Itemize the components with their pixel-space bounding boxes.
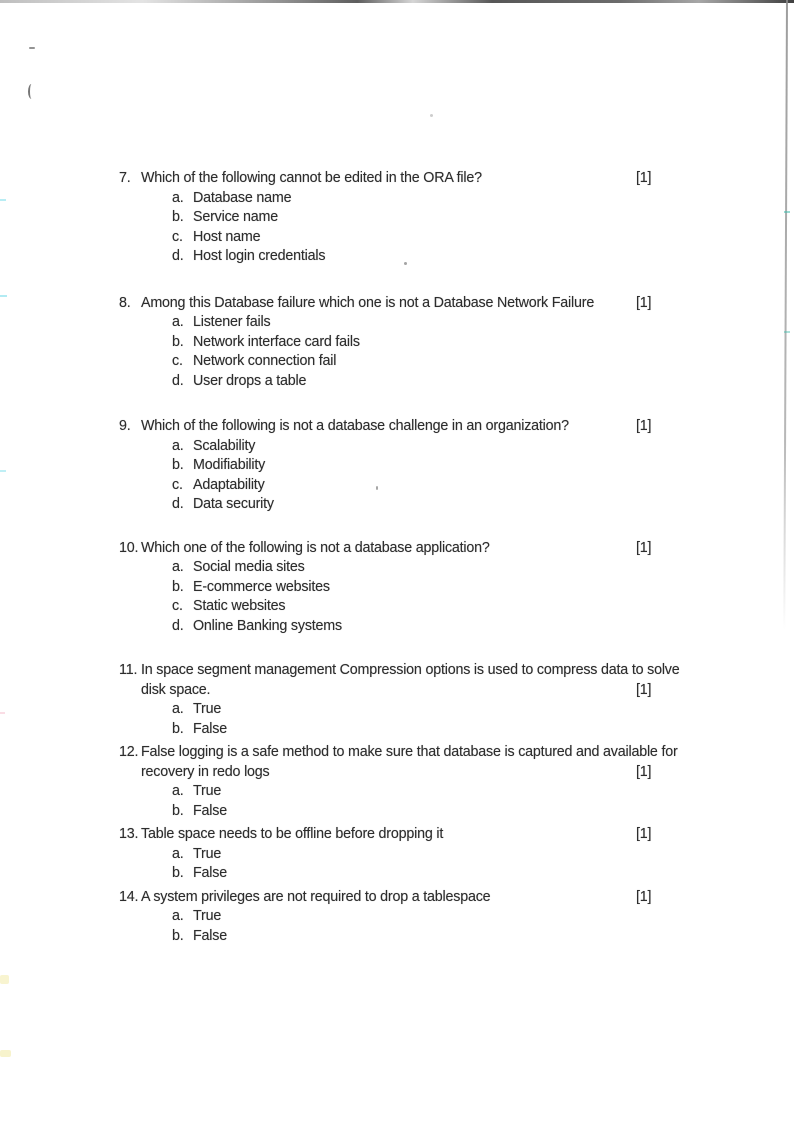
option-text: Static websites: [193, 598, 286, 614]
answer-option: [119, 352, 729, 372]
option-letter: d.: [172, 496, 184, 512]
scan-artifact-teal-tick: [784, 211, 790, 213]
question-text-line: In space segment management Compression options is used to compress data to solve: [141, 662, 680, 678]
question-text-line: disk space.: [141, 681, 211, 698]
question-text-line: False logging is a safe method to make sure that database is captured and available for: [141, 744, 678, 760]
option-letter: b.: [172, 865, 184, 881]
question-number: 8.: [119, 294, 131, 311]
option-text: User drops a table: [193, 372, 307, 389]
option-letter: a.: [172, 559, 184, 575]
option-letter: b.: [172, 927, 184, 944]
answer-option: [119, 845, 729, 865]
option-text: True: [193, 908, 222, 924]
option-text: Database name: [193, 189, 292, 206]
option-letter: a.: [172, 437, 184, 454]
option-letter: c.: [172, 476, 183, 493]
question-block: [119, 825, 729, 884]
option-letter: a.: [172, 189, 184, 206]
option-text: False: [193, 865, 227, 881]
answer-option: [119, 597, 729, 617]
question-text-line: A system privileges are not required to drop a tablespace: [141, 888, 491, 905]
option-text: Modifiability: [193, 457, 266, 473]
questions-list: [119, 169, 729, 946]
option-text: False: [193, 720, 227, 737]
option-letter: b.: [172, 457, 184, 473]
scan-artifact-speck: [430, 114, 433, 117]
question-text-line: recovery in redo logs: [141, 763, 270, 780]
answer-option: [119, 247, 729, 267]
marks-badge: [1]: [636, 888, 652, 905]
option-letter: b.: [172, 578, 184, 595]
scan-artifact-pen-dash: [29, 47, 35, 49]
answer-option: [119, 333, 729, 353]
option-letter: b.: [172, 720, 184, 737]
option-text: False: [193, 927, 227, 944]
option-letter: d.: [172, 248, 184, 264]
option-letter: c.: [172, 598, 183, 614]
answer-option: [119, 189, 729, 209]
question-text-line: Which of the following is not a database challenge in an organization?: [141, 418, 569, 434]
scan-artifact-page-edge-line: [783, 0, 788, 630]
marks-badge: [1]: [636, 170, 652, 186]
scan-artifact-teal-tick: [784, 331, 790, 333]
question-number: 7.: [119, 170, 131, 186]
option-letter: d.: [172, 372, 184, 389]
answer-option: [119, 907, 729, 927]
scan-artifact-highlighter-mark: [0, 975, 9, 984]
option-text: Adaptability: [193, 476, 265, 493]
question-number: 11.: [119, 662, 138, 678]
scan-artifact-edge-mark: [0, 712, 5, 714]
option-letter: a.: [172, 845, 184, 862]
option-text: Service name: [193, 209, 279, 225]
answer-option: [119, 313, 729, 333]
question-block: [119, 743, 729, 821]
option-text: Host name: [193, 228, 261, 245]
option-text: Network interface card fails: [193, 333, 360, 350]
option-text: Online Banking systems: [193, 617, 342, 634]
question-text-line: Which one of the following is not a database application?: [141, 539, 490, 556]
question-number: 13.: [119, 826, 139, 842]
scan-artifact-edge-mark: [0, 470, 6, 472]
question-block: [119, 539, 729, 637]
marks-badge: [1]: [636, 763, 652, 780]
scan-artifact-paren-mark: [28, 84, 35, 99]
option-letter: b.: [172, 802, 184, 819]
option-text: Network connection fail: [193, 353, 337, 369]
question-text-line: Which of the following cannot be edited in the ORA file?: [141, 170, 482, 186]
answer-option: [119, 208, 729, 228]
answer-option: [119, 927, 729, 947]
scan-artifact-edge-mark: [0, 295, 7, 297]
option-letter: a.: [172, 783, 184, 799]
marks-badge: [1]: [636, 826, 652, 842]
question-text-line: Table space needs to be offline before dropping it: [141, 826, 444, 842]
question-number: 14.: [119, 888, 139, 905]
option-text: Listener fails: [193, 314, 271, 330]
answer-option: [119, 495, 729, 515]
answer-option: [119, 578, 729, 598]
question-number: 12.: [119, 744, 139, 760]
option-text: True: [193, 701, 222, 717]
question-block: [119, 661, 729, 739]
option-letter: a.: [172, 701, 184, 717]
answer-option: [119, 228, 729, 248]
scan-artifact-top-edge: [0, 0, 794, 3]
option-text: Social media sites: [193, 559, 305, 575]
answer-option: [119, 782, 729, 802]
answer-option: [119, 456, 729, 476]
option-text: Host login credentials: [193, 248, 326, 264]
answer-option: [119, 558, 729, 578]
option-letter: b.: [172, 209, 184, 225]
answer-option: [119, 720, 729, 740]
option-text: E-commerce websites: [193, 578, 330, 595]
marks-badge: [1]: [636, 539, 652, 556]
answer-option: [119, 437, 729, 457]
answer-option: [119, 700, 729, 720]
marks-badge: [1]: [636, 294, 652, 311]
marks-badge: [1]: [636, 418, 652, 434]
question-block: [119, 169, 729, 267]
question-block: [119, 417, 729, 515]
option-text: True: [193, 783, 222, 799]
option-letter: c.: [172, 228, 183, 245]
option-letter: c.: [172, 353, 183, 369]
question-number: 10.: [119, 539, 139, 556]
option-letter: a.: [172, 908, 184, 924]
option-letter: d.: [172, 617, 184, 634]
answer-option: [119, 864, 729, 884]
option-text: False: [193, 802, 227, 819]
answer-option: [119, 372, 729, 392]
answer-option: [119, 802, 729, 822]
answer-option: [119, 476, 729, 496]
option-letter: b.: [172, 333, 184, 350]
scan-artifact-highlighter-mark: [0, 1050, 11, 1057]
question-number: 9.: [119, 418, 131, 434]
option-text: True: [193, 845, 222, 862]
question-text-line: Among this Database failure which one is not a Database Network Failure: [141, 294, 595, 311]
marks-badge: [1]: [636, 681, 652, 698]
option-text: Scalability: [193, 437, 256, 454]
option-letter: a.: [172, 314, 184, 330]
scan-artifact-edge-mark: [0, 199, 6, 201]
question-block: [119, 294, 729, 392]
option-text: Data security: [193, 496, 274, 512]
answer-option: [119, 617, 729, 637]
question-block: [119, 888, 729, 947]
